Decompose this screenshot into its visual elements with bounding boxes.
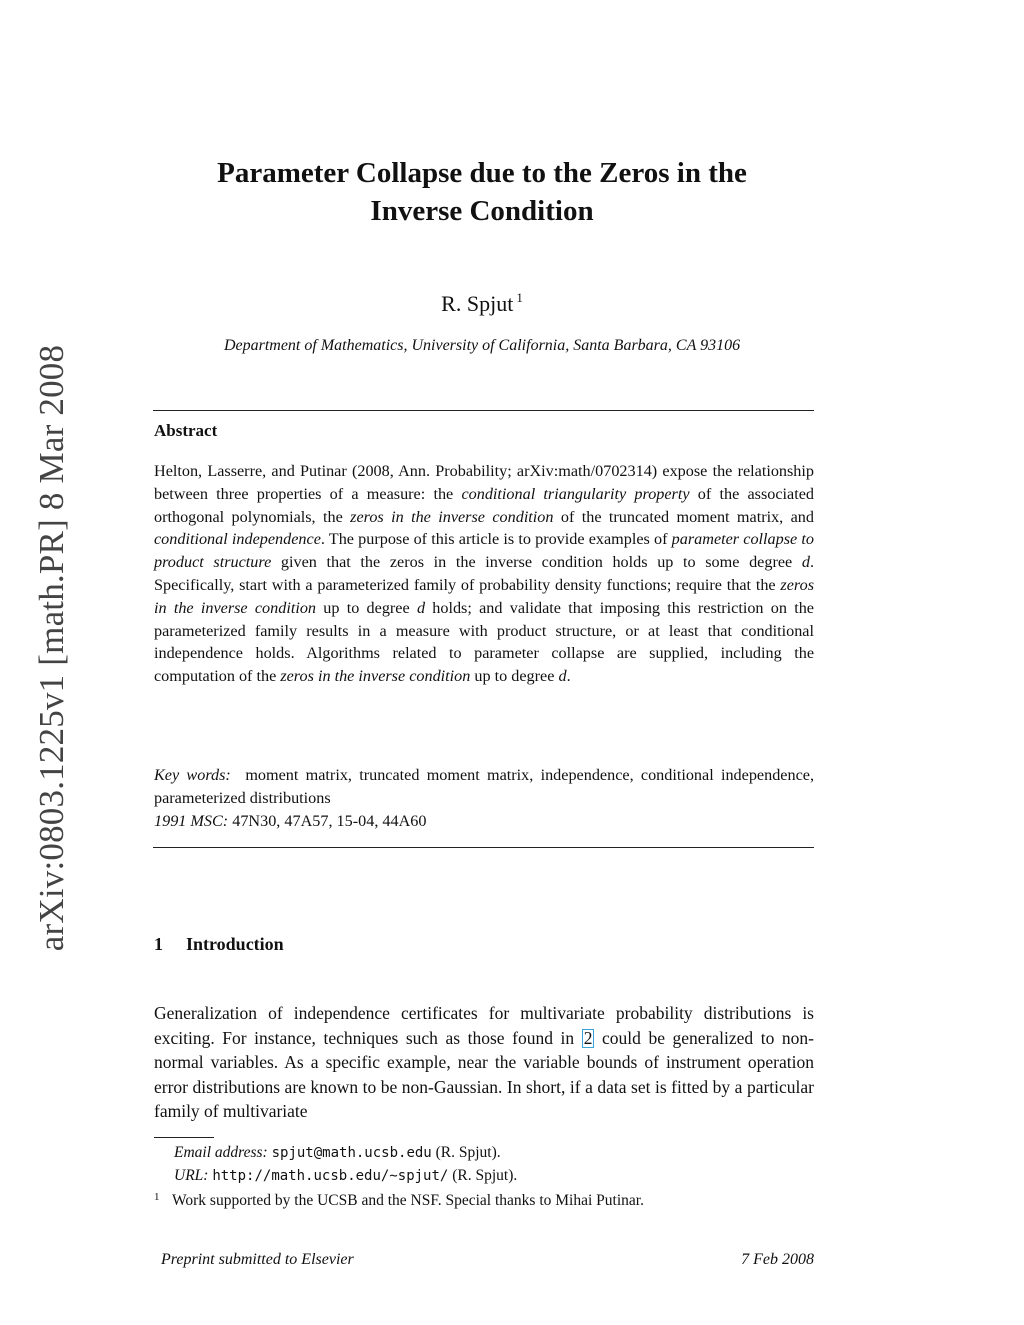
footnote-email — [154, 1142, 814, 1165]
abstract-text-run: up to degree — [316, 598, 417, 617]
arxiv-side-identifier: arXiv:0803.1225v1 [math.PR] 8 Mar 2008 — [32, 344, 71, 952]
abstract-math-variable: d — [416, 598, 426, 617]
url-suffix: (R. Spjut). — [452, 1166, 518, 1184]
abstract-bottom-rule — [153, 847, 814, 848]
keywords-block — [154, 764, 814, 833]
abstract-emphasis: parameter collapse to product structure — [154, 530, 814, 572]
footnote-url — [154, 1165, 814, 1188]
author-name: R. Spjut — [441, 291, 514, 316]
abstract-math-variable: d — [558, 667, 567, 686]
paper-title — [150, 154, 814, 230]
footer-date: 7 Feb 2008 — [741, 1251, 814, 1268]
abstract-math-variable: d — [801, 553, 810, 572]
title-line-2: Inverse Condition — [370, 195, 594, 227]
msc-codes: 47N30, 47A57, 15-04, 44A60 — [232, 812, 427, 830]
introduction-paragraph — [154, 1001, 814, 1124]
abstract-top-rule — [153, 410, 814, 411]
author-block — [150, 290, 814, 317]
abstract-text-run: . Specifically, start with a parameterized family of probability density functions; require that the — [154, 553, 814, 594]
abstract-text-run: Helton, Lasserre, and Putinar (2008, Ann. Probability; arXiv:math/0702314) expose the relationship between three properties of a measure: the — [154, 462, 814, 503]
homepage-url[interactable]: http://math.ucsb.edu/∼spjut/ — [212, 1167, 449, 1184]
msc-label: 1991 MSC: — [154, 812, 229, 830]
keywords-text: moment matrix, truncated moment matrix, independence, conditional independence, parameterized distributions — [154, 766, 814, 807]
abstract-text-run: holds; and validate that imposing this restriction on the parameterized family results in a measure with product structure, or at least that conditional independence holds. Algorithms related to parameter collapse are supplied, including the computation of the — [154, 598, 814, 686]
abstract-emphasis: zeros in the inverse condition — [154, 575, 814, 617]
abstract-text-run: of the truncated moment matrix, and — [553, 507, 814, 526]
footnote-text: Work supported by the UCSB and the NSF. Special thanks to Mihai Putinar. — [172, 1192, 644, 1209]
footnote-rule — [154, 1137, 214, 1138]
abstract-text-run: given that the zeros in the inverse condition holds up to some degree — [271, 553, 802, 572]
email-suffix: (R. Spjut). — [435, 1144, 501, 1161]
keywords-label: Key words: — [154, 766, 231, 784]
abstract-emphasis: conditional triangularity property — [461, 484, 690, 503]
footnotes — [154, 1142, 814, 1212]
email-label: Email address: — [174, 1144, 268, 1161]
url-label: URL: — [174, 1166, 209, 1184]
section-title: Introduction — [186, 934, 284, 954]
author-affiliation: Department of Mathematics, University of California, Santa Barbara, CA 93106 — [223, 337, 741, 354]
abstract-heading: Abstract — [154, 421, 218, 440]
abstract-text-run: of the associated orthogonal polynomials, the — [154, 484, 815, 526]
abstract-text — [154, 460, 814, 688]
abstract-emphasis: conditional independence — [154, 530, 321, 549]
abstract-emphasis: zeros in the inverse condition — [350, 507, 554, 526]
title-line-1: Parameter Collapse due to the Zeros in the — [217, 157, 747, 189]
footnote-mark: 1 — [154, 1191, 160, 1203]
abstract-emphasis: zeros in the inverse condition — [280, 667, 471, 686]
section-number: 1 — [154, 934, 163, 954]
footer-preprint-note: Preprint submitted to Elsevier — [161, 1251, 354, 1268]
abstract-text-run: . The purpose of this article is to provide examples of — [320, 530, 672, 549]
citation-link[interactable]: 2 — [583, 1027, 593, 1048]
author-footnote-mark: 1 — [516, 290, 523, 305]
abstract-text-run: up to degree — [470, 667, 559, 686]
intro-text-run: Generalization of independence certificates for multivariate probability distributions is exciting. For instance, techniques such as those found in — [154, 1003, 814, 1048]
footnote-1 — [154, 1187, 814, 1212]
email-address[interactable]: spjut@math.ucsb.edu — [271, 1145, 432, 1161]
intro-text-run: could be generalized to non-normal variables. As a specific example, near the variable bounds of instrument operation error distributions are known to be non-Gaussian. In short, if a data set is fitted by a particular family of multivariate — [154, 1027, 814, 1121]
section-heading — [154, 934, 284, 955]
abstract-text-run: . — [566, 667, 571, 686]
